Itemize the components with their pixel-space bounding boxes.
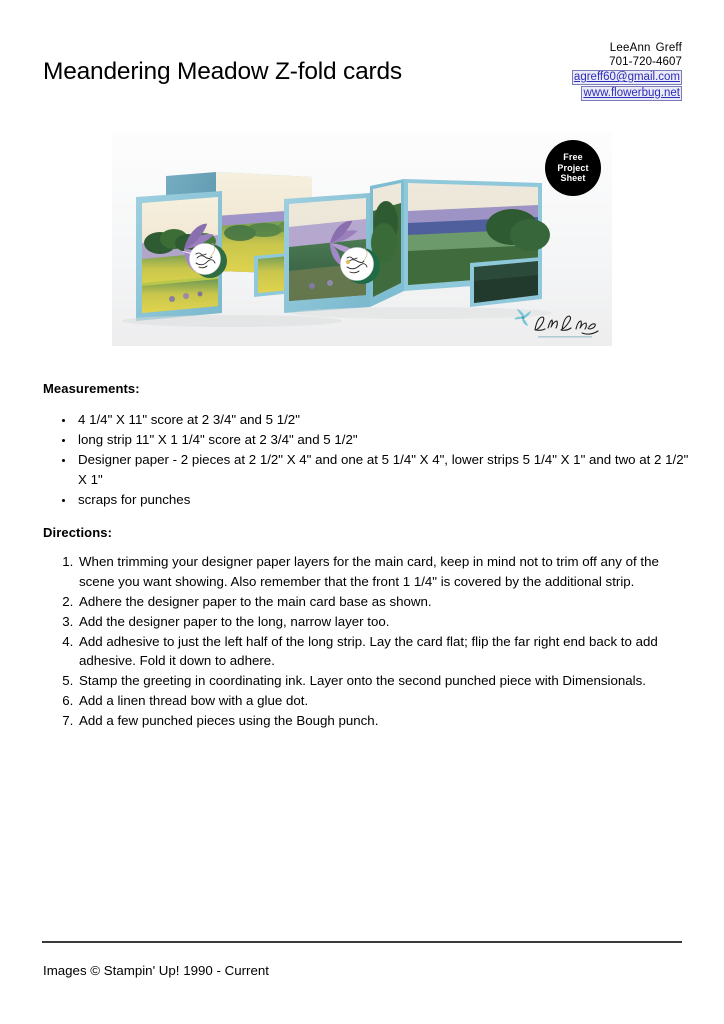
list-item: • scraps for punches: [75, 490, 689, 510]
list-item: • Designer paper - 2 pieces at 2 1/2" X 4" and one at 5 1/4" X 4", lower strips 5 1/4" X 1" and two at 2 1/2" X 1": [75, 450, 689, 489]
signature-mark-illustration: [514, 306, 606, 342]
badge-line-2: Project: [557, 162, 589, 173]
author-last-name: Greff: [655, 42, 682, 54]
page-header: [0, 0, 724, 120]
measurements-heading: Measurements:: [43, 381, 140, 396]
free-project-sheet-badge: [545, 140, 601, 196]
list-item: • 4 1/4" X 11" score at 2 3/4" and 5 1/2": [75, 410, 689, 430]
list-item: 1. When trimming your designer paper layers for the main card, keep in mind not to trim off any of the scene you want showing. Also remember that the front 1 1/4" is covered by the additional strip.: [77, 552, 689, 591]
badge-line-3: Sheet: [560, 173, 586, 184]
list-item: 2. Adhere the designer paper to the main card base as shown.: [77, 592, 689, 612]
measurements-list: [43, 410, 689, 510]
flower-icon: [514, 309, 531, 326]
badge-line-1: Free: [563, 152, 583, 163]
contact-block: [507, 42, 682, 101]
author-first-name: LeeAnn: [609, 42, 651, 54]
email-link[interactable]: agreff60@gmail.com: [573, 71, 680, 83]
list-item: • long strip 11" X 1 1/4" score at 2 3/4" and 5 1/2": [75, 430, 689, 450]
footer-copyright: Images © Stampin' Up! 1990 - Current: [43, 963, 269, 978]
page-title: Meandering Meadow Z-fold cards: [43, 58, 402, 86]
list-item: 3. Add the designer paper to the long, narrow layer too.: [77, 612, 689, 632]
list-item: 5. Stamp the greeting in coordinating ink. Layer onto the second punched piece with Dimensionals.: [77, 671, 689, 691]
list-item: 7. Add a few punched pieces using the Bough punch.: [77, 711, 689, 731]
directions-list: [43, 552, 689, 731]
project-photo: [112, 131, 612, 346]
author-name: [507, 42, 682, 56]
signature-watermark: [514, 306, 606, 342]
website-link[interactable]: www.flowerbug.net: [583, 87, 680, 99]
phone-number: 701-720-4607: [609, 55, 682, 68]
directions-heading: Directions:: [43, 525, 113, 540]
list-item: 6. Add a linen thread bow with a glue dot.: [77, 691, 689, 711]
footer-divider: [42, 941, 682, 943]
signature-script: [535, 316, 598, 334]
signature-underline: [538, 336, 592, 338]
email-line: [507, 70, 682, 85]
website-line: [507, 86, 682, 101]
list-item: 4. Add adhesive to just the left half of the long strip. Lay the card flat; flip the far right end back to add adhesive. Fold it down to adhere.: [77, 632, 689, 671]
